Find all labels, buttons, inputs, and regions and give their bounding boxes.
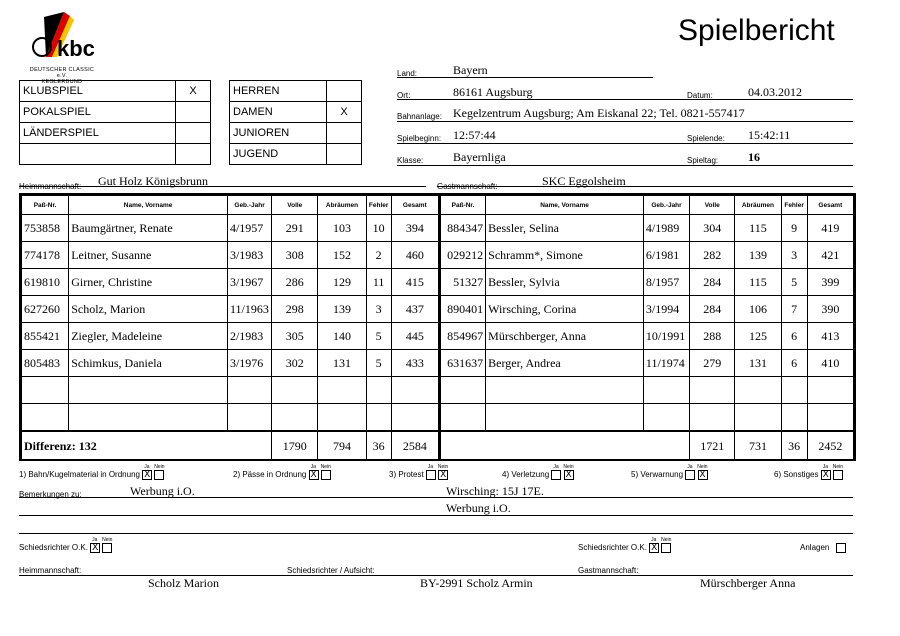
guest-name-cell: Mürschberger, Anna xyxy=(486,323,644,350)
home-geb-cell: 11/1963 xyxy=(227,296,271,323)
logo-subtitle-1: DEUTSCHER CLASSIC e.V. xyxy=(29,67,95,79)
home-fehler-cell: 5 xyxy=(366,323,391,350)
col-header: Geb.-Jahr xyxy=(643,196,689,215)
sig-sr-label: Schiedsrichter / Aufsicht: xyxy=(287,566,375,575)
category-mark[interactable] xyxy=(176,102,211,123)
check-label: 2) Pässe in Ordnung xyxy=(233,470,307,480)
nein-label: Nein xyxy=(661,537,672,544)
col-header: Fehler xyxy=(781,196,807,215)
datum-label: Datum: xyxy=(687,91,713,100)
check-item xyxy=(774,464,843,480)
guest-geb-cell: 8/1957 xyxy=(643,269,689,296)
nein-label: Nein xyxy=(563,464,574,471)
referee-right-label: Schiedsrichter O.K. xyxy=(578,543,647,553)
nein-label: Nein xyxy=(102,537,113,544)
anlagen-label: Anlagen xyxy=(800,543,830,553)
klasse-line xyxy=(397,165,853,166)
referee-left-ja-box[interactable]: X xyxy=(92,543,99,553)
gast-team: SKC Eggolsheim xyxy=(542,174,626,188)
guest-geb-cell: 10/1991 xyxy=(643,323,689,350)
home-abr-cell: 152 xyxy=(318,242,366,269)
guest-volle-cell: 279 xyxy=(690,350,735,377)
remarks-line-3 xyxy=(19,533,853,534)
category-mark[interactable] xyxy=(327,81,362,102)
home-abr-cell xyxy=(318,404,366,432)
guest-volle-cell: 284 xyxy=(690,296,735,323)
home-abr-cell: 129 xyxy=(318,269,366,296)
check-ja-box[interactable] xyxy=(551,470,561,480)
check-ja-box[interactable] xyxy=(426,470,436,480)
anlagen xyxy=(800,543,846,553)
check-nein-box[interactable]: X xyxy=(565,470,572,480)
home-nr-cell xyxy=(22,404,69,432)
sig-heim: Scholz Marion xyxy=(148,576,219,590)
category-label: JUGEND xyxy=(230,144,327,165)
land-label: Land: xyxy=(397,69,418,78)
home-total-ges: 2584 xyxy=(391,431,439,461)
guest-fehler-cell: 7 xyxy=(781,296,807,323)
home-geb-cell xyxy=(227,377,271,404)
heim-line xyxy=(19,186,426,187)
category-row xyxy=(20,102,211,123)
category-row xyxy=(20,123,211,144)
guest-name-cell: Berger, Andrea xyxy=(486,350,644,377)
ende-value: 15:42:11 xyxy=(748,128,791,142)
guest-abr-cell xyxy=(735,404,781,432)
guest-name-cell: Wirsching, Corina xyxy=(486,296,644,323)
sig-heim-label: Heimmannschaft: xyxy=(19,566,82,575)
home-total-volle: 1790 xyxy=(272,431,318,461)
category-row xyxy=(230,144,362,165)
beginn-label: Spielbeginn: xyxy=(397,134,442,143)
heim-label: Heimmannschaft: xyxy=(19,182,82,191)
remarks-label: Bemerkungen zu: xyxy=(19,490,82,499)
check-ja-box[interactable]: X xyxy=(310,470,317,480)
guest-fehler-cell: 6 xyxy=(781,350,807,377)
col-header: Volle xyxy=(690,196,735,215)
home-geb-cell: 3/1967 xyxy=(227,269,271,296)
home-geb-cell: 3/1976 xyxy=(227,350,271,377)
category-table-left xyxy=(19,80,211,165)
home-ges-cell: 437 xyxy=(391,296,439,323)
ja-label: Ja xyxy=(822,464,828,471)
guest-total-abr: 731 xyxy=(735,431,781,461)
guest-ges-cell: 421 xyxy=(807,242,853,269)
ort-label: Ort: xyxy=(397,91,411,100)
check-label: 1) Bahn/Kugelmaterial in Ordnung xyxy=(19,470,140,480)
players-table xyxy=(19,193,856,461)
referee-left-label: Schiedsrichter O.K. xyxy=(19,543,88,553)
check-ja-box[interactable]: X xyxy=(144,470,151,480)
home-fehler-cell: 2 xyxy=(366,242,391,269)
home-geb-cell: 4/1957 xyxy=(227,215,271,242)
home-nr-cell xyxy=(22,377,69,404)
klasse-value: Bayernliga xyxy=(453,150,506,164)
guest-name-cell xyxy=(486,377,644,404)
ja-label: Ja xyxy=(687,464,693,471)
home-fehler-cell: 11 xyxy=(366,269,391,296)
guest-fehler-cell xyxy=(781,377,807,404)
table-row xyxy=(22,323,854,350)
category-mark[interactable] xyxy=(327,123,362,144)
home-volle-cell xyxy=(272,377,318,404)
land-value: Bayern xyxy=(453,63,488,77)
table-row xyxy=(22,242,854,269)
guest-nr-cell xyxy=(439,377,485,404)
check-nein-box[interactable] xyxy=(833,470,843,480)
nein-label: Nein xyxy=(437,464,449,471)
col-header: Abräumen xyxy=(735,196,781,215)
home-geb-cell: 3/1983 xyxy=(227,242,271,269)
col-header: Paß-Nr. xyxy=(22,196,69,215)
home-ges-cell: 415 xyxy=(391,269,439,296)
col-header: Name, Vorname xyxy=(486,196,644,215)
bahn-line xyxy=(397,121,853,122)
guest-fehler-cell: 3 xyxy=(781,242,807,269)
ende-label: Spielende: xyxy=(687,134,725,143)
home-fehler-cell xyxy=(366,404,391,432)
dkbc-logo xyxy=(24,12,114,85)
check-nein-box[interactable]: X xyxy=(699,470,706,480)
nein-label: Nein xyxy=(154,464,165,471)
home-volle-cell: 305 xyxy=(272,323,318,350)
guest-ges-cell: 399 xyxy=(807,269,853,296)
referee-left xyxy=(19,537,113,553)
col-header: Gesamt xyxy=(391,196,439,215)
players-grid xyxy=(21,195,854,461)
home-nr-cell: 753858 xyxy=(22,215,69,242)
guest-geb-cell xyxy=(643,404,689,432)
check-label: 5) Verwarnung xyxy=(631,470,684,480)
col-header: Fehler xyxy=(366,196,391,215)
guest-geb-cell: 11/1974 xyxy=(643,350,689,377)
home-name-cell xyxy=(69,404,228,432)
home-nr-cell: 855421 xyxy=(22,323,69,350)
home-total-abr: 794 xyxy=(318,431,366,461)
spieltag-label: Spieltag: xyxy=(687,156,719,165)
guest-name-cell: Bessler, Selina xyxy=(486,215,644,242)
home-abr-cell: 103 xyxy=(318,215,366,242)
home-nr-cell: 627260 xyxy=(22,296,69,323)
guest-fehler-cell: 5 xyxy=(781,269,807,296)
category-label: POKALSPIEL xyxy=(20,102,176,123)
remark-b: Wirsching: 15J 17E. xyxy=(446,484,544,498)
category-row xyxy=(230,123,362,144)
gast-line xyxy=(437,186,853,187)
check-nein-box[interactable] xyxy=(154,470,164,480)
bahn-value: Kegelzentrum Augsburg; Am Eiskanal 22; Tel. 0821-557417 xyxy=(453,106,745,120)
category-table-right xyxy=(229,80,362,165)
ja-label: Ja xyxy=(427,464,434,471)
guest-geb-cell xyxy=(643,377,689,404)
col-header: Abräumen xyxy=(318,196,366,215)
table-row xyxy=(22,377,854,404)
logo-subtitle-2: KEGLERBUND xyxy=(41,79,83,85)
col-header: Volle xyxy=(272,196,318,215)
datum-value: 04.03.2012 xyxy=(748,85,802,99)
guest-geb-cell: 6/1981 xyxy=(643,242,689,269)
guest-abr-cell: 131 xyxy=(735,350,781,377)
home-fehler-cell: 3 xyxy=(366,296,391,323)
home-nr-cell: 619810 xyxy=(22,269,69,296)
guest-total-ges: 2452 xyxy=(807,431,853,461)
home-nr-cell: 774178 xyxy=(22,242,69,269)
guest-name-cell: Bessler, Sylvia xyxy=(486,269,644,296)
category-label: HERREN xyxy=(230,81,327,102)
category-row xyxy=(230,81,362,102)
sig-gast: Mürschberger Anna xyxy=(700,576,796,590)
home-volle-cell: 308 xyxy=(272,242,318,269)
category-label: KLUBSPIEL xyxy=(20,81,176,102)
guest-nr-cell: 854967 xyxy=(439,323,485,350)
col-header: Paß-Nr. xyxy=(439,196,485,215)
home-name-cell: Schimkus, Daniela xyxy=(69,350,228,377)
ja-label: Ja xyxy=(651,537,657,544)
category-mark[interactable]: X xyxy=(176,81,211,102)
nein-label: Nein xyxy=(320,464,331,471)
home-name-cell xyxy=(69,377,228,404)
guest-nr-cell: 51327 xyxy=(439,269,485,296)
guest-total-spacer xyxy=(439,431,689,461)
check-item xyxy=(19,464,165,480)
logo-graphic xyxy=(24,12,114,62)
home-name-cell: Scholz, Marion xyxy=(69,296,228,323)
home-geb-cell xyxy=(227,404,271,432)
home-volle-cell: 302 xyxy=(272,350,318,377)
check-label: 4) Verletzung xyxy=(502,470,550,480)
guest-ges-cell: 419 xyxy=(807,215,853,242)
totals-row xyxy=(22,431,854,461)
spieltag-value: 16 xyxy=(748,150,760,164)
check-nein-box[interactable]: X xyxy=(440,470,447,480)
guest-fehler-cell: 6 xyxy=(781,323,807,350)
beginn-value: 12:57:44 xyxy=(453,128,496,142)
home-fehler-cell: 10 xyxy=(366,215,391,242)
home-abr-cell xyxy=(318,377,366,404)
table-row xyxy=(22,269,854,296)
home-ges-cell: 445 xyxy=(391,323,439,350)
guest-fehler-cell: 9 xyxy=(781,215,807,242)
nein-label: Nein xyxy=(832,464,843,471)
anlagen-box[interactable] xyxy=(836,543,846,553)
guest-volle-cell xyxy=(690,377,735,404)
sig-sr: BY-2991 Scholz Armin xyxy=(420,576,533,590)
guest-abr-cell: 115 xyxy=(735,269,781,296)
nein-label: Nein xyxy=(697,464,708,471)
guest-nr-cell: 884347 xyxy=(439,215,485,242)
home-fehler-cell: 5 xyxy=(366,350,391,377)
heim-team: Gut Holz Königsbrunn xyxy=(98,174,208,188)
home-volle-cell: 298 xyxy=(272,296,318,323)
ja-label: Ja xyxy=(144,464,150,471)
referee-left-nein-box[interactable] xyxy=(102,543,112,553)
bahn-label: Bahnanlage: xyxy=(397,112,442,121)
home-geb-cell: 2/1983 xyxy=(227,323,271,350)
guest-abr-cell: 125 xyxy=(735,323,781,350)
remarks-line-1 xyxy=(19,497,853,498)
table-row xyxy=(22,296,854,323)
klasse-label: Klasse: xyxy=(397,156,424,165)
check-item xyxy=(233,464,331,480)
check-nein-box[interactable] xyxy=(321,470,331,480)
guest-nr-cell: 029212 xyxy=(439,242,485,269)
check-item xyxy=(389,464,449,480)
home-ges-cell: 394 xyxy=(391,215,439,242)
home-volle-cell xyxy=(272,404,318,432)
col-header: Name, Vorname xyxy=(69,196,228,215)
guest-nr-cell: 890401 xyxy=(439,296,485,323)
header-row xyxy=(22,196,854,215)
guest-ges-cell xyxy=(807,377,853,404)
home-ges-cell xyxy=(391,377,439,404)
category-mark[interactable] xyxy=(176,144,211,165)
home-name-cell: Ziegler, Madeleine xyxy=(69,323,228,350)
guest-volle-cell xyxy=(690,404,735,432)
home-volle-cell: 286 xyxy=(272,269,318,296)
home-nr-cell: 805483 xyxy=(22,350,69,377)
ort-value: 86161 Augsburg xyxy=(453,85,533,99)
guest-fehler-cell xyxy=(781,404,807,432)
col-header: Geb.-Jahr xyxy=(227,196,271,215)
referee-right-ja-box[interactable]: X xyxy=(651,543,658,553)
home-abr-cell: 131 xyxy=(318,350,366,377)
table-row xyxy=(22,404,854,432)
category-label: JUNIOREN xyxy=(230,123,327,144)
home-total-fehler: 36 xyxy=(366,431,391,461)
category-row xyxy=(230,102,362,123)
guest-geb-cell: 4/1989 xyxy=(643,215,689,242)
table-row xyxy=(22,215,854,242)
home-name-cell: Baumgärtner, Renate xyxy=(69,215,228,242)
check-ja-box[interactable]: X xyxy=(822,470,829,480)
page-title: Spielbericht xyxy=(678,14,835,47)
home-ges-cell: 433 xyxy=(391,350,439,377)
home-name-cell: Girner, Christine xyxy=(69,269,228,296)
guest-volle-cell: 284 xyxy=(690,269,735,296)
ja-label: Ja xyxy=(310,464,316,471)
home-volle-cell: 291 xyxy=(272,215,318,242)
home-abr-cell: 140 xyxy=(318,323,366,350)
guest-total-volle: 1721 xyxy=(690,431,735,461)
category-mark[interactable]: X xyxy=(327,102,362,123)
guest-total-fehler: 36 xyxy=(781,431,807,461)
guest-abr-cell: 106 xyxy=(735,296,781,323)
land-line xyxy=(397,77,653,78)
guest-ges-cell: 413 xyxy=(807,323,853,350)
check-label: 6) Sonstiges xyxy=(774,470,819,480)
guest-name-cell xyxy=(486,404,644,432)
guest-ges-cell: 390 xyxy=(807,296,853,323)
home-ges-cell: 460 xyxy=(391,242,439,269)
category-label xyxy=(20,144,176,165)
ort-line xyxy=(397,99,853,100)
home-abr-cell: 139 xyxy=(318,296,366,323)
gast-label: Gastmannschaft: xyxy=(437,182,498,191)
guest-volle-cell: 288 xyxy=(690,323,735,350)
guest-abr-cell xyxy=(735,377,781,404)
guest-volle-cell: 304 xyxy=(690,215,735,242)
ja-label: Ja xyxy=(553,464,559,471)
guest-nr-cell xyxy=(439,404,485,432)
ja-label: Ja xyxy=(92,537,98,544)
table-row xyxy=(22,350,854,377)
referee-right xyxy=(578,537,672,553)
category-label: DAMEN xyxy=(230,102,327,123)
guest-ges-cell xyxy=(807,404,853,432)
guest-nr-cell: 631637 xyxy=(439,350,485,377)
category-row xyxy=(20,144,211,165)
remark-c: Werbung i.O. xyxy=(446,501,511,515)
category-mark[interactable] xyxy=(327,144,362,165)
category-label: LÄNDERSPIEL xyxy=(20,123,176,144)
home-ges-cell xyxy=(391,404,439,432)
referee-right-nein-box[interactable] xyxy=(661,543,671,553)
remark-a: Werbung i.O. xyxy=(130,484,195,498)
guest-name-cell: Schramm*, Simone xyxy=(486,242,644,269)
differenz: Differenz: 132 xyxy=(22,431,272,461)
col-header: Gesamt xyxy=(807,196,853,215)
check-label: 3) Protest xyxy=(389,470,424,480)
guest-ges-cell: 410 xyxy=(807,350,853,377)
guest-volle-cell: 282 xyxy=(690,242,735,269)
home-fehler-cell xyxy=(366,377,391,404)
category-mark[interactable] xyxy=(176,123,211,144)
remarks-line-2 xyxy=(19,515,853,516)
guest-abr-cell: 115 xyxy=(735,215,781,242)
check-item xyxy=(631,464,708,480)
home-name-cell: Leitner, Susanne xyxy=(69,242,228,269)
guest-geb-cell: 3/1994 xyxy=(643,296,689,323)
check-ja-box[interactable] xyxy=(685,470,695,480)
guest-abr-cell: 139 xyxy=(735,242,781,269)
svg-text:kbc: kbc xyxy=(57,36,95,61)
beginn-line xyxy=(397,143,853,144)
category-row xyxy=(20,81,211,102)
check-item xyxy=(502,464,574,480)
sig-gast-label: Gastmannschaft: xyxy=(578,566,639,575)
